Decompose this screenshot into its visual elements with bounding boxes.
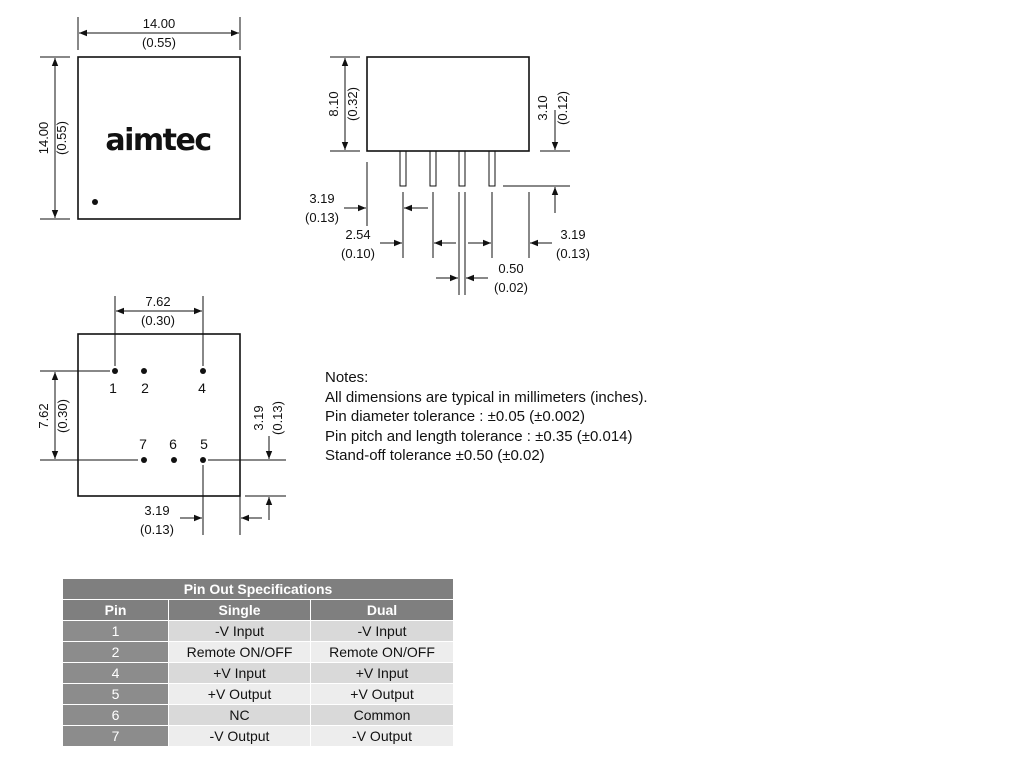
side-pin-4 [489,151,495,186]
top-height-dim-label: 14.00 [36,121,51,155]
single-cell: NC [169,705,311,726]
dual-cell: +V Input [311,663,454,684]
table-row [63,684,454,705]
single-cell: -V Output [169,726,311,747]
pin-label-6: 6 [169,436,177,452]
table-row [63,642,454,663]
pitch-dim-label-in: (0.10) [341,246,375,261]
dual-cell: +V Output [311,684,454,705]
single-cell: -V Input [169,621,311,642]
pin-cell: 1 [63,621,169,642]
bottom-pin-5 [200,457,206,463]
table-row [63,726,454,747]
pin-table-title: Pin Out Specifications [63,579,454,600]
notes [325,368,648,466]
side-right-offset-dim-label-in: (0.13) [556,246,590,261]
pin-length-dim-label: 3.10 [535,95,550,121]
bottom-right-dim-label-in: (0.13) [270,401,285,435]
top-view [40,17,240,219]
pin-label-2: 2 [141,380,149,396]
bottom-view-body [78,334,240,496]
bottom-right-dim-label: 3.19 [251,405,266,431]
side-height-dim-label: 8.10 [326,91,341,117]
dual-cell: Common [311,705,454,726]
pin-label-4: 4 [198,380,206,396]
bottom-row-pitch-dim-label-in: (0.30) [55,399,70,433]
pin-cell: 6 [63,705,169,726]
pin-dia-dim-label-in: (0.02) [494,280,528,295]
dual-cell: -V Output [311,726,454,747]
side-pin-3 [459,151,465,186]
bottom-pin-4 [200,368,206,374]
side-view-body [367,57,529,151]
pin-cell: 4 [63,663,169,684]
side-pin-2 [430,151,436,186]
notes-heading: Notes: [325,369,369,386]
side-left-offset-dim-label: 3.19 [309,191,335,206]
pin-table-header-pin: Pin [63,600,169,621]
side-right-offset-dim-label: 3.19 [560,227,586,242]
top-height-dim-label-in: (0.55) [54,121,69,155]
bottom-pin-7 [141,457,147,463]
note-line: Pin diameter tolerance : ±0.05 (±0.002) [325,408,585,425]
bottom-view [40,296,286,535]
single-cell: +V Input [169,663,311,684]
pin-cell: 5 [63,684,169,705]
single-cell: Remote ON/OFF [169,642,311,663]
bottom-row-pitch-dim-label: 7.62 [36,403,51,429]
pitch-dim-label: 2.54 [345,227,371,242]
pin-label-5: 5 [200,436,208,452]
pin-cell: 7 [63,726,169,747]
table-row [63,663,454,684]
pin-cell: 2 [63,642,169,663]
pin-length-dim-label-in: (0.12) [555,91,570,125]
dual-cell: -V Input [311,621,454,642]
table-row [63,705,454,726]
single-cell: +V Output [169,684,311,705]
pin-dia-dim-label: 0.50 [498,261,524,276]
bottom-offset-dim-label-in: (0.13) [140,522,174,537]
note-line: Pin pitch and length tolerance : ±0.35 (±0.014) [325,427,633,445]
side-height-dim-label-in: (0.32) [345,87,360,121]
pin1-mark-dot [92,199,98,205]
bottom-pin-1 [112,368,118,374]
side-pin-1 [400,151,406,186]
dual-cell: Remote ON/OFF [311,642,454,663]
note-line: All dimensions are typical in millimeters (inches). [325,388,648,406]
table-row [63,621,454,642]
pin-out-table [62,578,454,747]
pin-table-header-dual: Dual [311,600,454,621]
bottom-pin-2 [141,368,147,374]
top-width-dim-label: 14.00 [142,16,176,31]
note-line: Stand-off tolerance ±0.50 (±0.02) [325,447,545,464]
bottom-col-pitch-dim-label: 7.62 [145,294,171,309]
pin-label-7: 7 [139,436,147,452]
pin-table-header-single: Single [169,600,311,621]
side-left-offset-dim-label-in: (0.13) [305,210,339,225]
bottom-offset-dim-label: 3.19 [144,503,170,518]
bottom-col-pitch-dim-label-in: (0.30) [141,313,175,328]
pin-label-1: 1 [109,380,117,396]
bottom-pin-6 [171,457,177,463]
top-width-dim-label-in: (0.55) [142,35,176,50]
aimtec-logo: aimtec [105,123,211,158]
